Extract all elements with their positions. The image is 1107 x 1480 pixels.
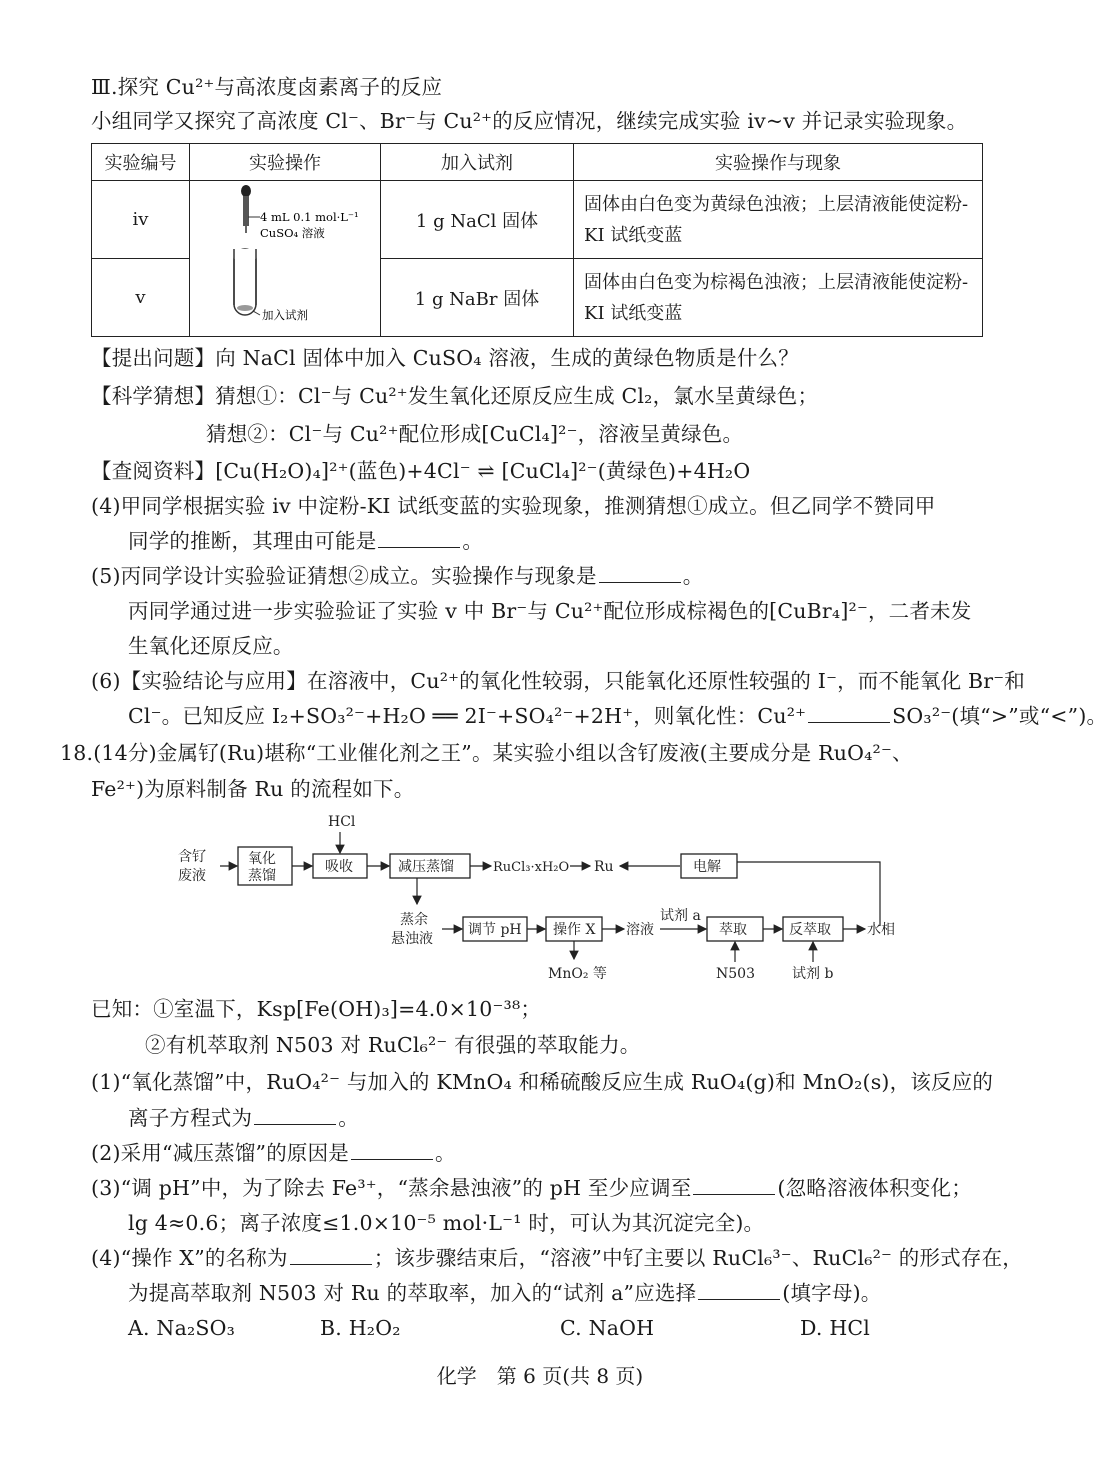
q5-line-1: (5)丙同学设计实验验证猜想②成立。实验操作与现象是 。 <box>91 564 704 588</box>
table-row <box>92 181 983 259</box>
p1-text: 离子方程式为 <box>128 1106 253 1130</box>
option-d[interactable]: D. HCl <box>800 1316 871 1340</box>
flow-reag-a: 试剂 a <box>660 908 701 924</box>
flow-start-2: 废液 <box>178 868 206 884</box>
apparatus-label-reagent: 加入试剂 <box>262 308 308 322</box>
row-phenomenon: 固体由白色变为棕褐色浊液；上层清液能使淀粉-KI 试纸变蓝 <box>574 259 983 337</box>
flow-vacuum: 减压蒸馏 <box>398 859 454 875</box>
process-flow-diagram <box>170 812 910 992</box>
option-a[interactable]: A. Na₂SO₃ <box>128 1316 236 1340</box>
p3-text-b: (忽略溶液体积变化； <box>777 1176 972 1200</box>
answer-blank[interactable] <box>254 1104 336 1125</box>
q6-line-2 <box>128 701 1107 731</box>
p3-line-1 <box>91 1173 972 1203</box>
guess-1: 【科学猜想】猜想①：Cl⁻与 Cu²⁺发生氧化还原反应生成 Cl₂，氯水呈黄绿色； <box>91 384 819 408</box>
apparatus-cell <box>190 181 381 337</box>
q5-line-3: 生氧化还原反应。 <box>128 634 294 658</box>
guess-2: 猜想②：Cl⁻与 Cu²⁺配位形成[CuCl₄]²⁻，溶液呈黄绿色。 <box>206 422 744 446</box>
q6-text-a: Cl⁻。已知反应 I₂+SO₃²⁻+H₂O ══ 2I⁻+SO₄²⁻+2H⁺，则氧化性：Cu²⁺ <box>128 704 807 728</box>
row-reagent: 1 g NaBr 固体 <box>381 259 574 337</box>
row-phenomenon: 固体由白色变为黄绿色浊液；上层清液能使淀粉-KI 试纸变蓝 <box>574 181 983 259</box>
flow-residue-1: 蒸余 <box>400 912 428 928</box>
p4-text-c: 为提高萃取剂 N503 对 Ru 的萃取率，加入的“试剂 a”应选择 <box>128 1281 697 1305</box>
answer-blank[interactable] <box>599 562 681 583</box>
q6-line-1: (6)【实验结论与应用】在溶液中，Cu²⁺的氧化性较弱，只能氧化还原性较强的 I⁻，而不能氧化 Br⁻和 <box>91 669 1025 693</box>
flow-hcl: HCl <box>328 814 356 830</box>
p2-line: (2)采用“减压蒸馏”的原因是 。 <box>91 1141 456 1165</box>
q18-line-1: 18.(14分)金属钌(Ru)堪称“工业催化剂之王”。某实验小组以含钌废液(主要成分是 RuO₄²⁻、 <box>60 741 913 765</box>
flow-opx: 操作 X <box>553 922 596 938</box>
apparatus-label-solution: CuSO₄ 溶液 <box>260 226 325 240</box>
option-b[interactable]: B. H₂O₂ <box>320 1316 401 1340</box>
reference-line: 【查阅资料】[Cu(H₂O)₄]²⁺(蓝色)+4Cl⁻ ⇌ [CuCl₄]²⁻(黄绿色)+4H₂O <box>91 459 751 483</box>
p3-line-2: lg 4≈0.6；离子浓度≤1.0×10⁻⁵ mol·L⁻¹ 时，可认为其沉淀完全)。 <box>128 1211 765 1235</box>
flow-mno2: MnO₂ 等 <box>548 966 607 982</box>
option-c[interactable]: C. NaOH <box>560 1316 655 1340</box>
flow-ox-1: 氧化 <box>248 851 276 867</box>
header-operation: 实验操作 <box>190 144 381 181</box>
answer-blank[interactable] <box>693 1174 775 1195</box>
known-2: ②有机萃取剂 N503 对 RuCl₆²⁻ 有很强的萃取能力。 <box>145 1033 641 1057</box>
q5-line-2: 丙同学通过进一步实验验证了实验 v 中 Br⁻与 Cu²⁺配位形成棕褐色的[CuBr₄]²⁻，二者未发 <box>128 599 972 623</box>
section-title: Ⅲ.探究 Cu²⁺与高浓度卤素离子的反应 <box>91 75 443 99</box>
header-reagent: 加入试剂 <box>381 144 574 181</box>
answer-blank[interactable] <box>698 1279 780 1300</box>
flow-residue-2: 悬浊液 <box>391 931 433 947</box>
flow-product: RuCl₃·xH₂O <box>493 860 570 875</box>
apparatus-label-conc: 4 mL 0.1 mol·L⁻¹ <box>260 210 359 224</box>
q18-line-2: Fe²⁺)为原料制备 Ru 的流程如下。 <box>91 777 415 801</box>
section-intro: 小组同学又探究了高浓度 Cl⁻、Br⁻与 Cu²⁺的反应情况，继续完成实验 iv~v 并记录实验现象。 <box>91 109 968 133</box>
flow-start-1: 含钌 <box>178 849 206 865</box>
p4-text-b: ；该步骤结束后，“溶液”中钌主要以 RuCl₆³⁻、RuCl₆²⁻ 的形式存在， <box>373 1246 1023 1270</box>
q5-text: (5)丙同学设计实验验证猜想②成立。实验操作与现象是 <box>91 564 597 588</box>
header-phenomenon: 实验操作与现象 <box>574 144 983 181</box>
row-reagent: 1 g NaCl 固体 <box>381 181 574 259</box>
p4-line-1 <box>91 1243 1023 1273</box>
flow-reag-b: 试剂 b <box>792 966 834 982</box>
q4-line-2: 同学的推断，其理由可能是 。 <box>128 529 484 553</box>
experiment-table <box>91 143 983 337</box>
flow-ph: 调节 pH <box>468 922 522 938</box>
flow-extract: 萃取 <box>719 922 747 938</box>
p1-line-2: 离子方程式为 。 <box>128 1106 359 1130</box>
p2-text: (2)采用“减压蒸馏”的原因是 <box>91 1141 349 1165</box>
flow-back: 反萃取 <box>789 922 831 938</box>
answer-blank[interactable] <box>378 527 460 548</box>
flow-ru: Ru <box>594 859 614 875</box>
flow-n503: N503 <box>716 966 755 982</box>
flow-absorb: 吸收 <box>325 859 353 875</box>
test-tube-illustration <box>190 181 378 331</box>
question-line: 【提出问题】向 NaCl 固体中加入 CuSO₄ 溶液，生成的黄绿色物质是什么？ <box>91 346 799 370</box>
row-id: iv <box>92 181 190 259</box>
q4-line-1: (4)甲同学根据实验 iv 中淀粉-KI 试纸变蓝的实验现象，推测猜想①成立。但乙同学不赞同甲 <box>91 494 936 518</box>
header-id: 实验编号 <box>92 144 190 181</box>
p1-line-1: (1)“氧化蒸馏”中，RuO₄²⁻ 与加入的 KMnO₄ 和稀硫酸反应生成 RuO₄(g)和 MnO₂(s)，该反应的 <box>91 1070 994 1094</box>
answer-blank[interactable] <box>290 1244 372 1265</box>
table-header-row <box>92 144 983 181</box>
p4-text-a: (4)“操作 X”的名称为 <box>91 1246 288 1270</box>
answer-blank[interactable] <box>351 1139 433 1160</box>
answer-blank[interactable] <box>808 702 890 723</box>
flow-sol: 溶液 <box>626 922 654 938</box>
flow-ox-2: 蒸馏 <box>248 868 276 884</box>
p4-line-2 <box>128 1278 881 1308</box>
flow-water: 水相 <box>867 922 895 938</box>
flow-elec: 电解 <box>693 859 721 875</box>
page-footer: 化学 第 6 页(共 8 页) <box>436 1364 644 1388</box>
q6-text-b: SO₃²⁻(填“>”或“<”)。 <box>892 704 1107 728</box>
known-1: 已知：①室温下，Ksp[Fe(OH)₃]=4.0×10⁻³⁸； <box>91 997 542 1021</box>
row-id: v <box>92 259 190 337</box>
p4-text-d: (填字母)。 <box>782 1281 882 1305</box>
p3-text-a: (3)“调 pH”中，为了除去 Fe³⁺，“蒸余悬浊液”的 pH 至少应调至 <box>91 1176 692 1200</box>
q4-text: 同学的推断，其理由可能是 <box>128 529 377 553</box>
